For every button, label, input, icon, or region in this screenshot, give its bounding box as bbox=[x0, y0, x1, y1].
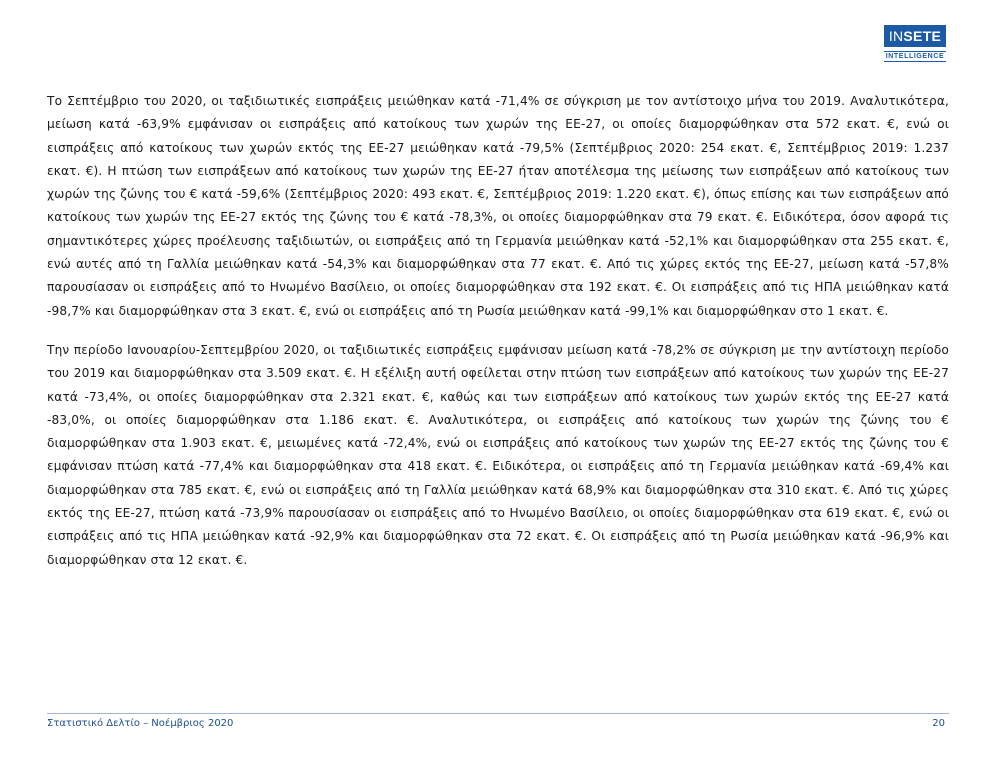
footer-divider bbox=[47, 713, 949, 714]
logo-subtitle: INTELLIGENCE bbox=[885, 53, 945, 60]
footer-title: Στατιστικό Δελτίο – Νοέμβριος 2020 bbox=[47, 718, 234, 729]
paragraph-september-2020: Το Σεπτέμβριο του 2020, οι ταξιδιωτικές εισπράξεις μειώθηκαν κατά -71,4% σε σύγκριση με τον αντίστοιχο μήνα του 2019. Αναλυτικότερα, μείωση κατά -63,9% εμφάνισαν οι εισπράξεις από κατοίκους των χωρών της ΕΕ-27, οι οποίες διαμορφώθηκαν στα 572 εκατ. €, ενώ οι εισπράξεις από κατοίκους των χωρών εκτός της ΕΕ-27 μειώθηκαν κατά -79,5% (Σεπτέμβριος 2020: 254 εκατ. €, Σεπτέμβριος 2019: 1.237 εκατ. €). Η πτώση των εισπράξεων από κατοίκους των χωρών της ΕΕ-27 ήταν αποτέλεσμα της μείωσης των εισπράξεων από κατοίκους των χωρών της ζώνης του € κατά -59,6% (Σεπτέμβριος 2020: 493 εκατ. €, Σεπτέμβριος 2019: 1.220 εκατ. €), όπως επίσης και των εισπράξεων από κατοίκους των χωρών της ΕΕ-27 εκτός της ζώνης του € κατά -78,3%, οι οποίες διαμορφώθηκαν στα 79 εκατ. €. Ειδικότερα, όσον αφορά τις σημαντικότερες χώρες προέλευσης ταξιδιωτών, οι εισπράξεις από τη Γερμανία μειώθηκαν κατά -52,1% και διαμορφώθηκαν στα 255 εκατ. €, ενώ αυτές από τη Γαλλία μειώθηκαν κατά -54,3% και διαμορφώθηκαν στα 77 εκατ. €. Από τις χώρες εκτός της ΕΕ-27, μείωση κατά -57,8% παρουσίασαν οι εισπράξεις από το Ηνωμένο Βασίλειο, οι οποίες διαμορφώθηκαν στα 192 εκατ. €. Οι εισπράξεις από τις ΗΠΑ μειώθηκαν κατά -98,7% και διαμορφώθηκαν στα 3 εκατ. €, ενώ οι εισπράξεις από τη Ρωσία μειώθηκαν κατά -99,1% και διαμορφώθηκαν στο 1 εκατ. €. bbox=[47, 94, 949, 318]
logo-wordmark-prefix: IN bbox=[888, 28, 904, 44]
page-number: 20 bbox=[932, 718, 945, 729]
document-body bbox=[47, 90, 949, 572]
paragraph-january-september-2020: Την περίοδο Ιανουαρίου-Σεπτεμβρίου 2020, οι ταξιδιωτικές εισπράξεις εμφάνισαν μείωση κατά -78,2% σε σύγκριση με την αντίστοιχη περίοδο του 2019 και διαμορφώθηκαν στα 3.509 εκατ. €. Η εξέλιξη αυτή οφείλεται στην πτώση των εισπράξεων από κατοίκους των χωρών της ΕΕ-27 κατά -73,4%, οι οποίες διαμορφώθηκαν στα 2.321 εκατ. €, καθώς και των εισπράξεων από κατοίκους των χωρών εκτός της ΕΕ-27 κατά -83,0%, οι οποίες διαμορφώθηκαν στα 1.186 εκατ. €. Αναλυτικότερα, οι εισπράξεις από κατοίκους των χωρών της ζώνης του € διαμορφώθηκαν στα 1.903 εκατ. €, μειωμένες κατά -72,4%, ενώ οι εισπράξεις από κατοίκους των χωρών της ΕΕ-27 εκτός της ζώνης του € εμφάνισαν πτώση κατά -77,4% και διαμορφώθηκαν στα 418 εκατ. €. Ειδικότερα, οι εισπράξεις από τη Γερμανία μειώθηκαν κατά -69,4% και διαμορφώθηκαν στα 785 εκατ. €, ενώ οι εισπράξεις από τη Γαλλία μειώθηκαν κατά 68,9% και διαμορφώθηκαν στα 310 εκατ. €. Από τις χώρες εκτός της ΕΕ-27, πτώση κατά -73,9% παρουσίασαν οι εισπράξεις από το Ηνωμένο Βασίλειο, οι οποίες διαμορφώθηκαν στα 619 εκατ. €, ενώ οι εισπράξεις από τις ΗΠΑ μειώθηκαν κατά -92,9% και διαμορφώθηκαν στα 72 εκατ. €. Οι εισπράξεις από τη Ρωσία μειώθηκαν κατά -96,9% και διαμορφώθηκαν στα 12 εκατ. €. bbox=[47, 342, 949, 567]
insete-intelligence-logo bbox=[884, 25, 946, 62]
logo-wordmark bbox=[884, 25, 946, 47]
logo-wordmark-main: SETE bbox=[903, 28, 942, 44]
